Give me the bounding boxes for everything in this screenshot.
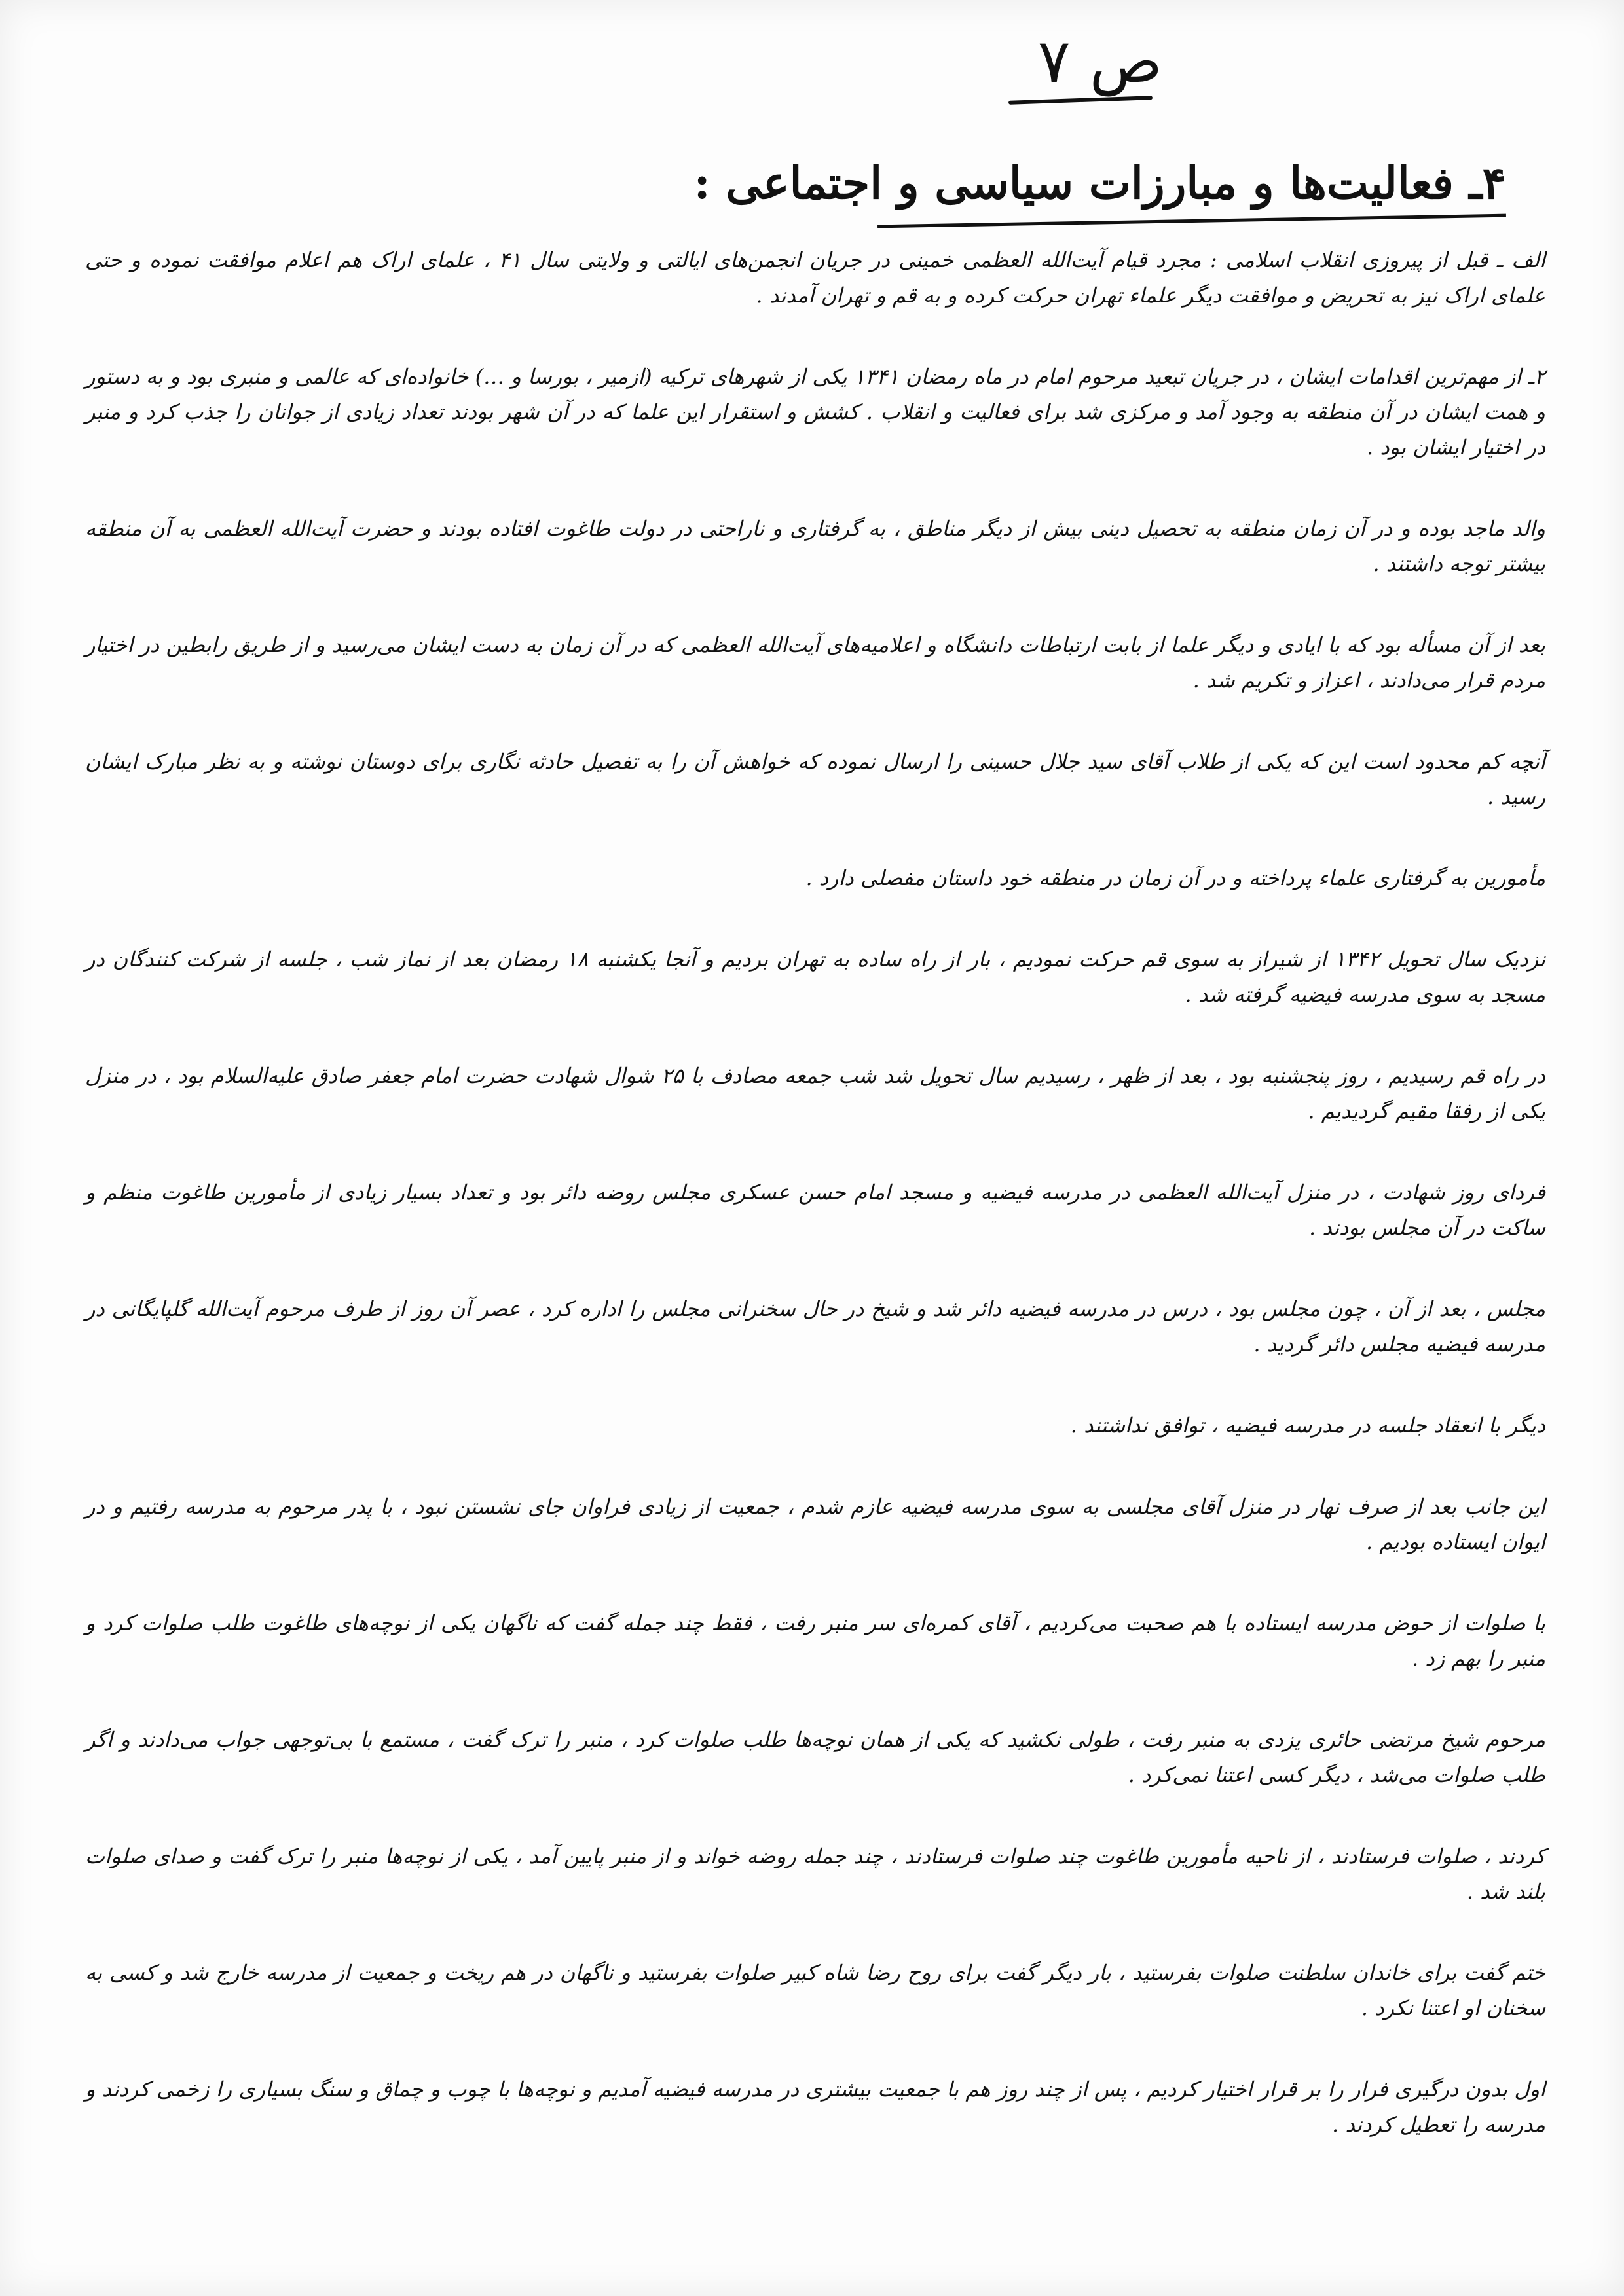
paragraph: دیگر با انعقاد جلسه در مدرسه فیضیه ، توافق نداشتند . xyxy=(1070,1413,1545,1438)
page-number-underline xyxy=(1008,96,1153,105)
paragraph: این جانب بعد از صرف نهار در منزل آقای مجلسی به سوی مدرسه فیضیه عازم شدم ، جمعیت از زیادی فراوان جای نشستن نبود ، با پدر مرحوم به مدرسه رفتیم و در ایوان ایستاده بودیم . xyxy=(85,1494,1545,1554)
paragraph: مأمورین به گرفتاری علماء پرداخته و در آن زمان در منطقه خود داستان مفصلی دارد . xyxy=(805,866,1545,890)
paragraph: اول بدون درگیری فرار را بر قرار اختیار کردیم ، پس از چند روز هم با جمعیت بیشتری در مدرسه فیضیه آمدیم و نوچه‌ها با چوب و چماق و سنگ بسیاری را زخمی کردند و مدرسه را تعطیل کردند . xyxy=(85,2077,1545,2137)
paragraph: ختم گفت برای خاندان سلطنت صلوات بفرستید ، بار دیگر گفت برای روح رضا شاه کبیر صلوات بفرستید و ناگهان در هم ریخت و جمعیت از مدرسه خارج شد و کسی به سخنان او اعتنا نکرد . xyxy=(85,1960,1546,2020)
paragraph: فردای روز شهادت ، در منزل آیت‌الله العظمی در مدرسه فیضیه و مسجد امام حسن عسکری مجلس روضه دائر بود و تعداد بسیار زیادی از مأمورین طاغوت منظم و ساکت در آن مجلس بودند . xyxy=(85,1180,1545,1240)
paragraph: آنچه کم محدود است این که یکی از طلاب آقای سید جلال حسینی را ارسال نموده که خواهش آن را به تفصیل حادثه نگاری برای دوستان نوشته و به نظر مبارک ایشان رسید . xyxy=(85,749,1545,809)
paragraph: نزدیک سال تحویل ۱۳۴۲ از شیراز به سوی قم حرکت نمودیم ، بار از راه ساده به تهران بردیم و آنجا یکشنبه ۱۸ رمضان بعد از نماز شب ، جلسه از شرکت کنندگان در مسجد به سوی مدرسه فیضیه گرفته شد . xyxy=(85,947,1546,1007)
paragraph: ۲ـ از مهم‌ترین اقدامات ایشان ، در جریان تبعید مرحوم امام در ماه رمضان ۱۳۴۱ یکی از شهرهای ترکیه (ازمیر ، بورسا و …) خانواده‌ای که عالمی و منبری بود و به دستور و همت ایشان در آن منطقه به وجود آمد و مرکزی شد برای فعالیت و انقلاب . کشش و استقرار این علما که در آن شهر بودند تعداد زیادی از جوانان را جذب کرد و منبر در اختیار ایشان بود . xyxy=(85,364,1546,460)
paragraph: در راه قم رسیدیم ، روز پنجشنبه بود ، بعد از ظهر ، رسیدیم سال تحویل شد شب جمعه مصادف با ۲۵ شوال شهادت حضرت امام جعفر صادق علیه‌السلام بود ، در منزل یکی از رفقا مقیم گردیدیم . xyxy=(85,1063,1546,1123)
body-text xyxy=(85,242,1545,2188)
paragraph: مرحوم شیخ مرتضی حائری یزدی به منبر رفت ، طولی نکشید که یکی از همان نوچه‌ها طلب صلوات کرد ، منبر را ترک گفت ، مستمع با بی‌توجهی جواب می‌دادند و اگر طلب صلوات می‌شد ، دیگر کسی اعتنا نمی‌کرد . xyxy=(85,1727,1546,1787)
paragraph: با صلوات از حوض مدرسه ایستاده با هم صحبت می‌کردیم ، آقای کمره‌ای سر منبر رفت ، فقط چند جمله گفت که ناگهان یکی از نوچه‌های طاغوت طلب صلوات کرد و منبر را بهم زد . xyxy=(85,1611,1546,1671)
paragraph: والد ماجد بوده و در آن زمان منطقه به تحصیل دینی بیش از دیگر مناطق ، به گرفتاری و ناراحتی در دولت طاغوت افتاده بودند و حضرت آیت‌الله العظمی به آن منطقه بیشتر توجه داشتند . xyxy=(85,516,1545,576)
paragraph: الف ـ قبل از پیروزی انقلاب اسلامی : مجرد قیام آیت‌الله العظمی خمینی در جریان انجمن‌های ایالتی و ولایتی سال ۴۱ ، علمای اراک هم اعلام موافقت نموده و حتی علمای اراک نیز به تحریض و موافقت دیگر علماء تهران حرکت کرده و به قم و تهران آمدند . xyxy=(85,247,1545,308)
heading-underline xyxy=(877,214,1506,228)
paragraph: کردند ، صلوات فرستادند ، از ناحیه مأمورین طاغوت چند صلوات فرستادند ، چند جمله روضه خواند و از منبر پایین آمد ، یکی از نوچه‌ها منبر را ترک گفت و صدای صلوات بلند شد . xyxy=(85,1844,1545,1904)
paragraph: بعد از آن مسأله بود که با ایادی و دیگر علما از بابت ارتباطات دانشگاه و اعلامیه‌های آیت‌الله العظمی که در آن زمان به دست ایشان می‌رسید و از طریق رابطین در اختیار مردم قرار می‌دادند ، اعزاز و تکریم شد . xyxy=(85,632,1545,693)
paragraph: مجلس ، بعد از آن ، چون مجلس بود ، درس در مدرسه فیضیه دائر شد و شیخ در حال سخنرانی مجلس را اداره کرد ، عصر آن روز از طرف مرحوم آیت‌الله گلپایگانی در مدرسه فیضیه مجلس دائر گردید . xyxy=(85,1296,1545,1357)
page-number: ص ۷ xyxy=(1038,26,1162,96)
section-heading: ۴ـ فعالیت‌ها و مبارزات سیاسی و اجتماعی : xyxy=(693,157,1506,210)
